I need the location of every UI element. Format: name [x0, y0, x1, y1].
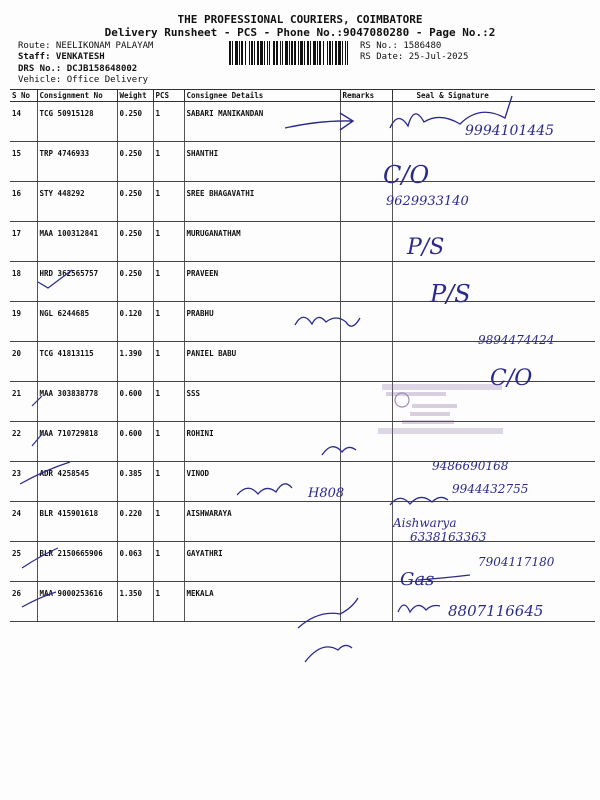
cell-pcs: 1: [153, 102, 184, 142]
barcode-bar: [232, 41, 233, 65]
col-header-consignment: Consignment No: [37, 90, 117, 102]
cell-consignee: SREE BHAGAVATHI: [184, 182, 340, 222]
handwritten-phone: 9994101445: [465, 123, 555, 139]
table-row: [10, 302, 595, 342]
cell-signature: [392, 462, 595, 502]
col-header-weight: Weight: [117, 90, 153, 102]
handwritten-name: Aishwarya: [393, 516, 457, 530]
cell-signature: [392, 182, 595, 222]
barcode-bar: [317, 41, 318, 65]
cell-remarks: [340, 462, 392, 502]
cell-consignment: HRD 362565757: [37, 262, 117, 302]
barcode-bar: [285, 41, 288, 65]
cell-remarks: [340, 302, 392, 342]
cell-remarks: [340, 542, 392, 582]
cell-sno: 24: [10, 502, 37, 542]
barcode-bar: [332, 41, 333, 65]
handwritten-note: P/S: [430, 280, 471, 308]
cell-weight: 0.120: [117, 302, 153, 342]
table-row: [10, 462, 595, 502]
cell-consignee: MEKALA: [184, 582, 340, 622]
table-header-row: [10, 90, 595, 102]
rs-number: RS No.: 1586480: [360, 41, 442, 51]
barcode-bar: [338, 41, 341, 65]
cell-pcs: 1: [153, 222, 184, 262]
barcode-bar: [323, 41, 324, 65]
col-header-remarks: Remarks: [340, 90, 392, 102]
barcode-bar: [298, 41, 299, 65]
cell-signature: [392, 422, 595, 462]
cell-remarks: [340, 422, 392, 462]
cell-pcs: 1: [153, 142, 184, 182]
handwritten-phone: 9894474424: [478, 333, 555, 347]
cell-pcs: 1: [153, 302, 184, 342]
handwritten-note: P/S: [407, 235, 445, 260]
table-row: [10, 542, 595, 582]
barcode-bar: [282, 41, 283, 65]
barcode-bar: [260, 41, 263, 65]
cell-sno: 19: [10, 302, 37, 342]
company-title: THE PROFESSIONAL COURIERS, COIMBATORE: [177, 13, 423, 26]
cell-sno: 25: [10, 542, 37, 582]
cell-consignee: PANIEL BABU: [184, 342, 340, 382]
vehicle-text: Vehicle: Office Delivery: [18, 75, 149, 85]
barcode-bar: [273, 41, 275, 65]
cell-sno: 20: [10, 342, 37, 382]
cell-weight: 0.600: [117, 422, 153, 462]
cell-sno: 14: [10, 102, 37, 142]
handwritten-phone: 9629933140: [386, 194, 469, 209]
cell-signature: [392, 142, 595, 182]
cell-pcs: 1: [153, 182, 184, 222]
cell-consignee: ROHINI: [184, 422, 340, 462]
barcode-bar: [294, 41, 296, 65]
handwritten-note: C/O: [383, 161, 430, 189]
cell-consignment: ADR 4258545: [37, 462, 117, 502]
cell-pcs: 1: [153, 262, 184, 302]
cell-remarks: [340, 382, 392, 422]
cell-consignee: PRABHU: [184, 302, 340, 342]
cell-consignee: PRAVEEN: [184, 262, 340, 302]
cell-signature: [392, 302, 595, 342]
route-text: Route: NEELIKONAM PALAYAM: [18, 41, 154, 51]
cell-pcs: 1: [153, 422, 184, 462]
barcode-bar: [239, 41, 240, 65]
cell-signature: [392, 382, 595, 422]
barcode-bar: [289, 41, 290, 65]
table-row: [10, 102, 595, 142]
cell-sno: 18: [10, 262, 37, 302]
cell-consignment: STY 448292: [37, 182, 117, 222]
barcode-bar: [241, 41, 243, 65]
cell-weight: 0.250: [117, 262, 153, 302]
cell-signature: [392, 102, 595, 142]
barcode-bar: [313, 41, 316, 65]
cell-sno: 26: [10, 582, 37, 622]
col-header-sno: S No: [10, 90, 37, 102]
cell-sno: 17: [10, 222, 37, 262]
cell-signature: [392, 502, 595, 542]
table-row: [10, 182, 595, 222]
runsheet-table: [10, 89, 595, 622]
cell-pcs: 1: [153, 542, 184, 582]
cell-remarks: [340, 262, 392, 302]
table-row: [10, 262, 595, 302]
cell-remarks: [340, 342, 392, 382]
table-row: [10, 502, 595, 542]
cell-weight: 0.220: [117, 502, 153, 542]
barcode-bar: [245, 41, 246, 65]
cell-pcs: 1: [153, 582, 184, 622]
cell-sno: 16: [10, 182, 37, 222]
cell-consignee: VINOD: [184, 462, 340, 502]
cell-remarks: [340, 502, 392, 542]
cell-consignee: SHANTHI: [184, 142, 340, 182]
barcode-bar: [269, 41, 270, 65]
col-header-consignee: Consignee Details: [184, 90, 340, 102]
cell-weight: 1.350: [117, 582, 153, 622]
barcode-bar: [267, 41, 268, 65]
cell-sno: 23: [10, 462, 37, 502]
drs-number: DRS No.: DCJB158648002: [18, 64, 138, 74]
cell-pcs: 1: [153, 502, 184, 542]
barcode-bar: [310, 41, 311, 65]
cell-remarks: [340, 222, 392, 262]
barcode-bar: [249, 41, 250, 65]
cell-weight: 0.250: [117, 102, 153, 142]
staff-text: Staff: VENKATESH: [18, 52, 105, 62]
cell-signature: [392, 262, 595, 302]
cell-pcs: 1: [153, 462, 184, 502]
runsheet-title: Delivery Runsheet - PCS - Phone No.:9047080280 - Page No.:2: [104, 26, 496, 39]
cell-pcs: 1: [153, 342, 184, 382]
barcode-bar: [280, 41, 281, 65]
cell-weight: 1.390: [117, 342, 153, 382]
col-header-signature: Seal & Signature: [392, 90, 595, 102]
handwritten-phone: 8807116645: [448, 602, 544, 620]
barcode-bar: [304, 41, 305, 65]
barcode-bar: [276, 41, 278, 65]
cell-weight: 0.250: [117, 182, 153, 222]
barcode-bar: [329, 41, 331, 65]
cell-consignment: BLR 415901618: [37, 502, 117, 542]
cell-consignment: BLR 2150665906: [37, 542, 117, 582]
cell-signature: [392, 342, 595, 382]
cell-signature: [392, 542, 595, 582]
barcode-bar: [345, 41, 346, 65]
cell-consignment: MAA 710729818: [37, 422, 117, 462]
barcode-bar: [319, 41, 321, 65]
table-row: [10, 342, 595, 382]
barcode-bar: [264, 41, 265, 65]
handwritten-note: Gas: [400, 569, 435, 590]
cell-pcs: 1: [153, 382, 184, 422]
barcode: [229, 41, 351, 65]
cell-consignment: NGL 6244685: [37, 302, 117, 342]
table-row: [10, 582, 595, 622]
barcode-bar: [307, 41, 309, 65]
barcode-bar: [254, 41, 255, 65]
handwritten-phone: 7904117180: [478, 555, 555, 569]
table-row: [10, 222, 595, 262]
handwritten-phone: 6338163363: [410, 530, 487, 544]
handwritten-phone: 9944432755: [452, 482, 529, 496]
barcode-bar: [291, 41, 293, 65]
cell-consignment: TRP 4746933: [37, 142, 117, 182]
cell-weight: 0.385: [117, 462, 153, 502]
barcode-bar: [235, 41, 238, 65]
cell-consignee: SABARI MANIKANDAN: [184, 102, 340, 142]
cell-weight: 0.250: [117, 222, 153, 262]
cell-consignment: MAA 100312841: [37, 222, 117, 262]
cell-weight: 0.063: [117, 542, 153, 582]
cell-sno: 22: [10, 422, 37, 462]
cell-remarks: [340, 582, 392, 622]
barcode-bar: [335, 41, 337, 65]
barcode-bar: [300, 41, 303, 65]
barcode-bar: [251, 41, 253, 65]
cell-sno: 15: [10, 142, 37, 182]
cell-remarks: [340, 182, 392, 222]
handwritten-note: C/O: [490, 366, 533, 391]
col-header-pcs: PCS: [153, 90, 184, 102]
cell-consignee: SSS: [184, 382, 340, 422]
cell-remarks: [340, 102, 392, 142]
cell-consignment: MAA 303838778: [37, 382, 117, 422]
signature-scribble: [305, 645, 352, 662]
cell-consignee: AISHWARAYA: [184, 502, 340, 542]
rs-date: RS Date: 25-Jul-2025: [360, 52, 469, 62]
cell-weight: 0.600: [117, 382, 153, 422]
barcode-bar: [342, 41, 343, 65]
table-row: [10, 382, 595, 422]
table-row: [10, 142, 595, 182]
barcode-bar: [257, 41, 259, 65]
handwritten-phone: 9486690168: [432, 459, 509, 473]
cell-remarks: [340, 142, 392, 182]
table-row: [10, 422, 595, 462]
cell-consignee: MURUGANATHAM: [184, 222, 340, 262]
cell-sno: 21: [10, 382, 37, 422]
cell-consignment: TCG 50915128: [37, 102, 117, 142]
barcode-bar: [229, 41, 231, 65]
cell-consignment: TCG 41813115: [37, 342, 117, 382]
cell-consignee: GAYATHRI: [184, 542, 340, 582]
cell-signature: [392, 222, 595, 262]
cell-signature: [392, 582, 595, 622]
barcode-bar: [327, 41, 328, 65]
barcode-bar: [347, 41, 348, 65]
cell-consignment: MAA 9000253616: [37, 582, 117, 622]
cell-weight: 0.250: [117, 142, 153, 182]
handwritten-note: H808: [308, 486, 345, 501]
